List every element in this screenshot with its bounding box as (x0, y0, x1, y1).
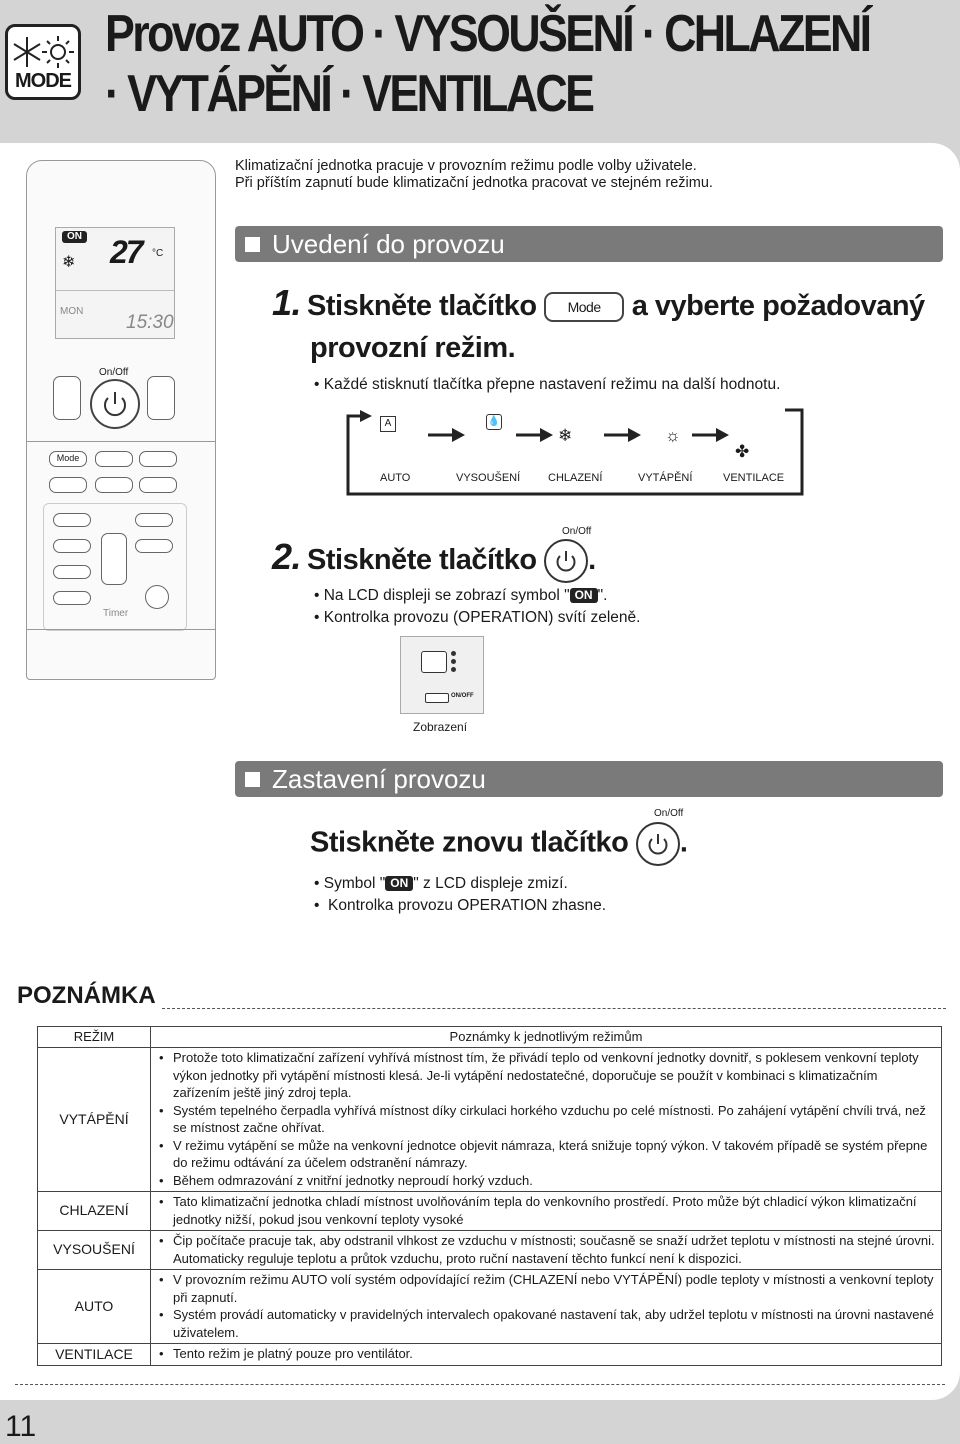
arrow-right-icon (516, 426, 554, 444)
mode-button[interactable]: Mode (544, 292, 624, 322)
mode-icon-label: MODE (15, 70, 71, 92)
list-item: • Tato klimatizační jednotka chladí místnost uvolňováním tepla do venkovního prostředí. Proto může být chladicí výkon klimatizační jednotky nižší, pokud jsou venkovní teploty vysoké (159, 1193, 935, 1228)
mode-dry-box (464, 410, 512, 460)
step2-bullet2-text: Kontrolka provozu (OPERATION) svítí zeleně. (323, 609, 641, 626)
table-row (38, 1231, 942, 1270)
step1-bullet: • Každé stisknutí tlačítka přepne nastavení režimu na další hodnotu. (314, 376, 781, 393)
arrow-right-icon (604, 426, 642, 444)
step1-text3: provozní režim. (310, 332, 516, 364)
section-stop-heading (235, 761, 943, 797)
step2-bullet1-end: ". (597, 587, 608, 604)
page-number: 11 (5, 1410, 37, 1443)
table-cell-mode: CHLAZENÍ (38, 1192, 151, 1231)
step1-number: 1. (272, 282, 302, 323)
remote-on-badge: ON (62, 231, 87, 243)
remote-left-button[interactable] (53, 376, 81, 420)
mode-auto-box (372, 410, 420, 460)
remote-button[interactable] (135, 513, 173, 527)
remote-control (26, 160, 216, 680)
table-row (38, 1048, 942, 1192)
mode-label-cool: CHLAZENÍ (548, 472, 603, 484)
arrow-right-icon (692, 426, 730, 444)
table-cell-mode: AUTO (38, 1270, 151, 1344)
remote-day: MON (60, 306, 84, 317)
power-icon (92, 381, 138, 427)
remote-button[interactable] (53, 539, 91, 553)
mode-label-auto: AUTO (380, 472, 411, 484)
indoor-unit-display (400, 636, 484, 714)
remote-button[interactable] (139, 451, 177, 467)
table-row (38, 1270, 942, 1344)
step2-number: 2. (272, 536, 302, 577)
stop-period: . (679, 826, 688, 859)
display-caption: Zobrazení (413, 720, 468, 734)
list-item: • Tento režim je platný pouze pro ventilátor. (159, 1345, 935, 1363)
divider (162, 1008, 946, 1009)
list-item: • Během odmrazování z vnitřní jednotky neproudí horký vzduch. (159, 1172, 935, 1190)
remote-button[interactable] (139, 477, 177, 493)
stop-bullet1-text: Symbol " (323, 875, 386, 892)
remote-button[interactable] (101, 533, 127, 585)
mode-icon (5, 24, 81, 100)
power-icon (546, 541, 586, 581)
remote-button[interactable] (53, 565, 91, 579)
mode-label-heat: VYTÁPĚNÍ (638, 472, 693, 484)
column-header-notes: Poznámky k jednotlivým režimům (151, 1027, 942, 1048)
table-cell-notes (151, 1048, 942, 1192)
step2-bullet1: • Na LCD displeji se zobrazí symbol " ON ". (314, 587, 608, 604)
stop-instruction (310, 822, 687, 866)
intro-text (235, 158, 713, 192)
table-cell-notes (151, 1192, 942, 1231)
step2-onoff-label: On/Off (562, 526, 592, 537)
step2-bullet2: • Kontrolka provozu (OPERATION) svítí zeleně. (314, 609, 641, 626)
mode-fan-box (728, 410, 776, 460)
stop-onoff-label: On/Off (654, 808, 684, 819)
table-cell-notes (151, 1231, 942, 1270)
stop-bullet1-end: " z LCD displeje zmizí. (413, 875, 568, 892)
on-badge: ON (385, 876, 413, 891)
remote-button[interactable] (95, 477, 133, 493)
intro-line1: Klimatizační jednotka pracuje v provozním režimu podle volby uživatele. (235, 158, 697, 174)
power-button[interactable] (636, 822, 680, 866)
remote-temp-unit: °C (152, 248, 164, 259)
step2-bullet1-text: Na LCD displeji se zobrazí symbol " (323, 587, 570, 604)
power-button[interactable] (544, 539, 588, 583)
section-start-heading (235, 226, 943, 262)
step2-text: Stiskněte tlačítko (307, 544, 537, 576)
note-heading: POZNÁMKA (17, 982, 156, 1009)
table-row (38, 1344, 942, 1366)
remote-time: 15:30 (126, 312, 174, 333)
remote-onoff-label: On/Off (99, 367, 129, 378)
remote-mode-button[interactable]: Mode (49, 451, 87, 467)
remote-temp: 27 (110, 234, 142, 270)
step2-period: . (588, 544, 596, 576)
remote-button[interactable] (95, 451, 133, 467)
stop-text: Stiskněte znovu tlačítko (310, 826, 629, 859)
fan-icon: ✤ (735, 442, 750, 461)
remote-button[interactable] (145, 585, 169, 609)
list-item: • Systém provádí automaticky v pravidelných intervalech opakované nastavení tak, aby udržel teplotu v místnosti na úrovni nastavené uživatelem. (159, 1306, 935, 1341)
table-cell-mode: VYSOUŠENÍ (38, 1231, 151, 1270)
page-title-line1: Provoz AUTO · VYSOUŠENÍ · CHLAZENÍ (105, 5, 870, 63)
table-cell-mode: VYTÁPĚNÍ (38, 1048, 151, 1192)
auto-icon: A (380, 416, 396, 432)
table-row (38, 1192, 942, 1231)
display-onoff-label: ON/OFF (451, 693, 474, 699)
on-badge: ON (570, 588, 598, 603)
power-icon (638, 824, 678, 864)
step1-text2: a vyberte požadovaný (631, 290, 925, 322)
stop-bullet2: • Kontrolka provozu OPERATION zhasne. (314, 897, 607, 914)
column-header-mode: REŽIM (38, 1027, 151, 1048)
remote-lcd (55, 227, 175, 339)
snowflake-icon: ❄ (558, 426, 573, 445)
sun-icon: ☼ (665, 426, 681, 445)
mode-label-dry: VYSOUŠENÍ (456, 472, 521, 484)
step2 (272, 536, 596, 583)
mode-heat-box (645, 410, 693, 460)
dry-icon: 💧 (486, 414, 502, 430)
divider (15, 1384, 945, 1385)
step1 (272, 282, 925, 324)
page-title-line2: · VYTÁPĚNÍ · VENTILACE (105, 65, 593, 123)
remote-right-button[interactable] (147, 376, 175, 420)
stop-bullet2-text: Kontrolka provozu OPERATION zhasne. (328, 897, 607, 914)
remote-button[interactable] (53, 513, 91, 527)
stop-bullet1: • Symbol " ON " z LCD displeje zmizí. (314, 875, 568, 892)
list-item: • Systém tepelného čerpadla vyhřívá místnost díky cirkulaci horkého vzduchu po celé místnosti. Po zahájení vytápění chvíli trvá, než se místnost začne ohřívat. (159, 1102, 935, 1137)
remote-power-button[interactable] (90, 379, 140, 429)
list-item: • V provozním režimu AUTO volí systém odpovídající režim (CHLAZENÍ nebo VYTÁPĚNÍ) podle teploty v místnosti a venkovní teploty při zapnutí. (159, 1271, 935, 1306)
mode-notes-table (37, 1026, 942, 1366)
mode-label-fan: VENTILACE (723, 472, 785, 484)
table-cell-notes (151, 1270, 942, 1344)
page-title (105, 4, 870, 124)
step1-bullet-text: Každé stisknutí tlačítka přepne nastavení režimu na další hodnotu. (323, 376, 781, 393)
remote-button[interactable] (49, 477, 87, 493)
table-cell-notes (151, 1344, 942, 1366)
arrow-right-icon (428, 426, 466, 444)
remote-button[interactable] (135, 539, 173, 553)
intro-line2: Při příštím zapnutí bude klimatizační jednotka pracovat ve stejném režimu. (235, 175, 713, 191)
section-stop-title: Zastavení provozu (272, 764, 486, 794)
snowflake-icon: ❄ (62, 254, 76, 271)
mode-cool-box (550, 410, 598, 460)
list-item: • Protože toto klimatizační zařízení vyhřívá místnost tím, že přivádí teplo od venkovní jednotky dovnitř, s poklesem venkovní teploty výkon jednotky při vytápění místnosti klesá. Je-li vytápění nedostatečné, doporučuje se použít v kombinaci s klimatizačním zařízením ještě jiný zdroj tepla. (159, 1049, 935, 1102)
remote-button[interactable] (53, 591, 91, 605)
remote-timer-label: Timer (103, 608, 129, 619)
step1-text: Stiskněte tlačítko (307, 290, 537, 322)
list-item: • V režimu vytápění se může na venkovní jednotce objevit námraza, která snižuje topný výkon. V takovém případě se systém přepne do režimu odtávání za účelem odstranění námrazy. (159, 1137, 935, 1172)
list-item: • Čip počítače pracuje tak, aby odstranil vlhkost ze vzduchu v místnosti; současně se snaží udržet teplotu v místnosti na stejné úrovni. Automaticky reguluje teplotu a průtok vzduchu, proto ruční nastavení těchto funkcí není k dispozici. (159, 1232, 935, 1267)
section-start-title: Uvedení do provozu (272, 229, 505, 259)
table-cell-mode: VENTILACE (38, 1344, 151, 1366)
